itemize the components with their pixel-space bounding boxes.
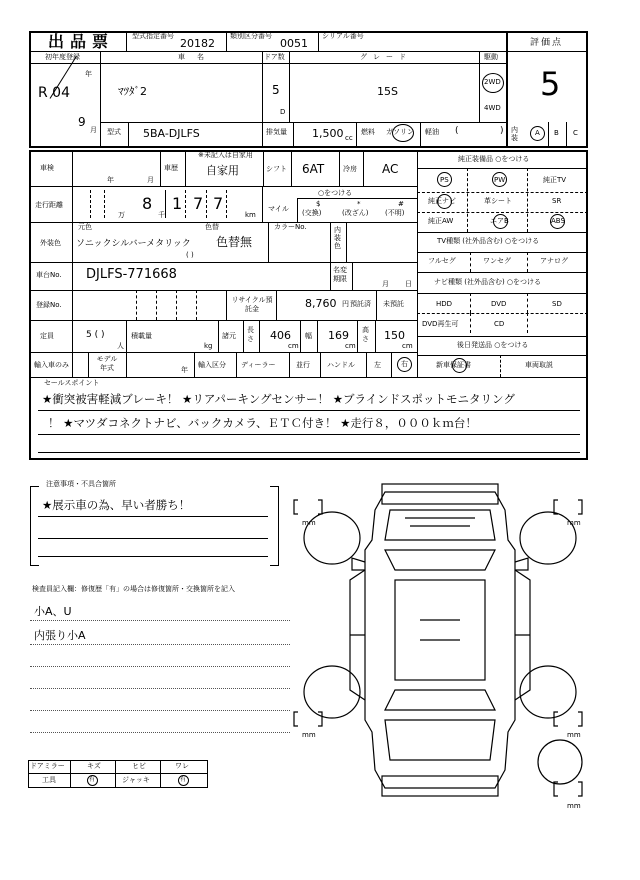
equip-tv: 純正TV bbox=[543, 176, 567, 184]
car-make: ﾏﾂﾀﾞ2 bbox=[118, 85, 147, 98]
sales-line-2: ！ ★マツダコネクトナビ、バックカメラ、ＥＴＣ付き！ ★走行８，０００ｋｍ台！ bbox=[48, 416, 477, 430]
mileage-digit-2: 1 bbox=[172, 194, 183, 213]
class-no: 0051 bbox=[280, 37, 308, 50]
fuel-value: ガソリン bbox=[386, 128, 414, 136]
equip-abs: ABS bbox=[551, 217, 565, 225]
reg-label: 登録No. bbox=[36, 301, 62, 309]
notes-line-1: ★展示車の為、早い者勝ち！ bbox=[42, 498, 191, 512]
tv-one: ワンセグ bbox=[483, 257, 511, 265]
door-type: D bbox=[280, 108, 286, 116]
equip-sr: SR bbox=[552, 197, 562, 205]
displacement-value: 1,500 bbox=[312, 127, 344, 140]
shift-label: シフト bbox=[266, 165, 287, 173]
shift-value: 6AT bbox=[302, 162, 325, 176]
grade-label: グレード bbox=[360, 53, 412, 61]
mileage-label: 走行距離 bbox=[35, 201, 63, 209]
sales-label: セールスポイント bbox=[44, 379, 100, 387]
drive-label: 駆動 bbox=[484, 53, 498, 61]
equip-airbag: エアB bbox=[490, 217, 509, 225]
later-manual: 車両取説 bbox=[525, 361, 553, 369]
history-value: 自家用 bbox=[206, 164, 239, 177]
first-reg-era: R 04 bbox=[38, 85, 70, 101]
type-no: 20182 bbox=[180, 37, 215, 50]
interior-a: A bbox=[535, 129, 540, 137]
door-count: 5 bbox=[272, 83, 280, 97]
capacity-label: 定員 bbox=[40, 332, 54, 340]
import-label: 輸入車のみ bbox=[34, 361, 69, 369]
navi-sd: SD bbox=[552, 300, 562, 308]
chassis-value: DJLFS-771668 bbox=[86, 267, 177, 282]
doors-label: ドア数 bbox=[264, 53, 285, 61]
navi-dvd: DVD bbox=[491, 300, 507, 308]
dvd-play-label: DVD再生可 bbox=[422, 320, 459, 328]
length-value: 406 bbox=[270, 329, 291, 342]
ac-value: AC bbox=[382, 162, 399, 176]
mileage-digit-3: 7 bbox=[193, 194, 204, 213]
fuel-label: 燃料 bbox=[361, 128, 375, 136]
recycle-status: 預託済 bbox=[350, 300, 371, 308]
sales-line-1: ★衝突被害軽減ブレーキ！ ★リアパーキングセンサー！ ★ブラインドスポットモニタリング bbox=[42, 392, 515, 406]
score-label: 評価点 bbox=[530, 38, 564, 48]
make-label: 車名 bbox=[178, 53, 216, 61]
car-diagram bbox=[290, 470, 590, 810]
serial-label: シリアル番号 bbox=[322, 32, 364, 40]
first-reg-month: 9 bbox=[78, 115, 86, 129]
notes-bracket-right bbox=[270, 486, 279, 566]
equip-pw: PW bbox=[494, 176, 506, 184]
attach-note: ○をつける bbox=[318, 189, 353, 197]
interior-label: 内装 bbox=[511, 126, 518, 142]
model-value: 5BA-DJLFS bbox=[143, 127, 200, 140]
recycle-label: リサイクル預託金 bbox=[231, 296, 273, 313]
ac-label: 冷房 bbox=[343, 165, 357, 173]
inspector-line-b: 内張り小A bbox=[34, 629, 86, 642]
cc-unit: cc bbox=[345, 134, 353, 142]
class-no-label: 類別区分番号 bbox=[230, 32, 272, 40]
tv-header: TV種類 (社外品含む) ○をつける bbox=[437, 237, 540, 245]
mile-label: マイル bbox=[268, 205, 289, 213]
later-warranty: 新車保証書 bbox=[436, 361, 471, 369]
equip-navi: 純正ナビ bbox=[428, 197, 456, 205]
page-title: 出品票 bbox=[48, 32, 115, 51]
original-color: ソニックシルバーメタリック bbox=[76, 239, 191, 249]
inspector-label: 検査員記入欄：修復歴「有」の場合は修復箇所・交換箇所を記入 bbox=[32, 585, 235, 593]
navi-cd: CD bbox=[494, 320, 505, 328]
equip-leather: 革シート bbox=[484, 197, 512, 205]
mileage-digit-4: 7 bbox=[213, 194, 224, 213]
name-change-label: 名変期限 bbox=[333, 266, 347, 283]
equip-aw: 純正AW bbox=[428, 217, 454, 225]
int-color-label: 内装色 bbox=[334, 226, 341, 250]
score-value: 5 bbox=[540, 65, 561, 103]
drive-2wd: 2WD bbox=[484, 78, 501, 86]
equipment-header: 純正装備品 ○をつける bbox=[458, 155, 530, 163]
notes-label: 注意事項・不具合箇所 bbox=[46, 480, 116, 488]
tv-full: フルセグ bbox=[428, 257, 456, 265]
recycle-value: 8,760 bbox=[305, 297, 337, 310]
interior-b: B bbox=[554, 129, 559, 137]
month-unit: 月 bbox=[90, 126, 97, 134]
displacement-label: 排気量 bbox=[266, 128, 287, 136]
color-label: 外装色 bbox=[40, 239, 61, 247]
height-value: 150 bbox=[384, 329, 405, 342]
notes-bracket-left bbox=[30, 486, 39, 566]
capacity-value: 5 ( ) bbox=[86, 330, 105, 340]
oil-label: 軽油 bbox=[425, 128, 439, 136]
tv-analog: アナログ bbox=[540, 257, 568, 265]
private-note: ※未記入は自家用 bbox=[198, 151, 253, 159]
navi-header: ナビ種類 (社外品含む) ○をつける bbox=[434, 278, 542, 286]
type-no-label: 型式指定番号 bbox=[132, 32, 174, 40]
inspection-label: 車検 bbox=[40, 164, 54, 172]
mileage-digit-1: 8 bbox=[142, 194, 153, 213]
paint-value: 色替無 bbox=[216, 235, 253, 249]
history-label: 車歴 bbox=[164, 164, 178, 172]
later-header: 後日発送品 ○をつける bbox=[457, 341, 529, 349]
interior-c: C bbox=[573, 129, 578, 137]
chassis-label: 車台No. bbox=[36, 271, 62, 279]
width-value: 169 bbox=[328, 329, 349, 342]
inspector-line-a: 小A、U bbox=[34, 605, 72, 618]
first-reg-label: 初年度登録 bbox=[45, 53, 80, 61]
navi-hdd: HDD bbox=[436, 300, 453, 308]
year-unit: 年 bbox=[85, 70, 92, 78]
model-label: 型式 bbox=[107, 128, 121, 136]
grade-value: 15S bbox=[377, 85, 398, 98]
drive-4wd: 4WD bbox=[484, 104, 501, 112]
equip-ps: PS bbox=[440, 176, 449, 184]
